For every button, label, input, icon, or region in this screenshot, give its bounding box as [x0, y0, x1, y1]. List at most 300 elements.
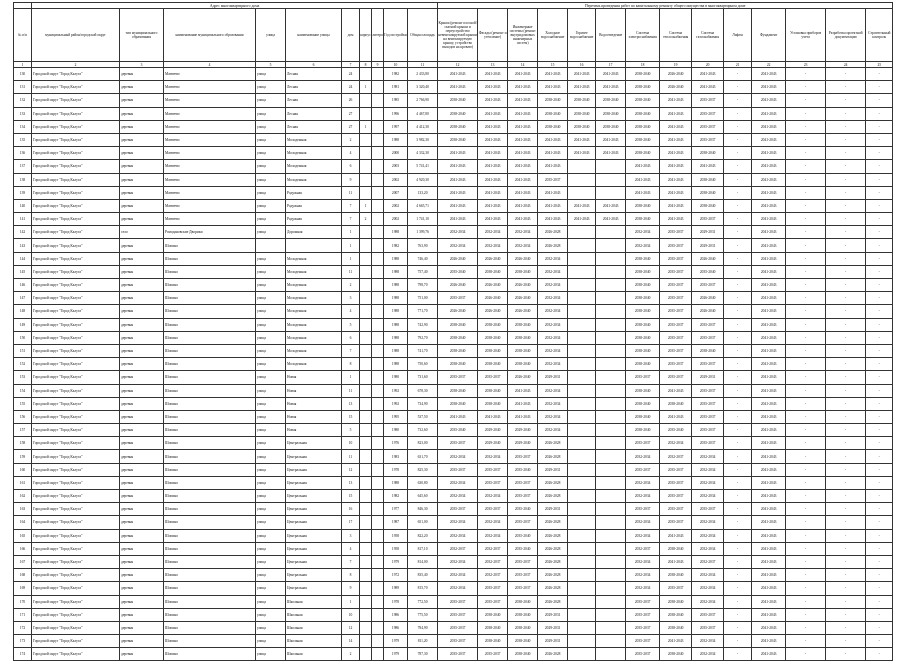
table-cell: 2038-2040 — [626, 279, 660, 292]
table-cell: 2038-2040 — [626, 305, 660, 318]
column-header: Лифты — [724, 9, 752, 62]
table-cell: 4 412,30 — [408, 120, 438, 133]
table-cell: 2035-2037 — [692, 358, 724, 371]
table-cell: 2026-2040 — [478, 252, 508, 265]
table-cell: 2 — [342, 648, 360, 661]
table-cell: 2041-2043 — [752, 120, 786, 133]
table-cell: 2038-2040 — [626, 252, 660, 265]
table-cell — [596, 490, 626, 503]
table-cell: 141 — [14, 213, 32, 226]
table-cell: - — [826, 516, 866, 529]
table-cell: - — [866, 476, 893, 489]
table-cell: 2038-2040 — [508, 344, 538, 357]
table-cell: 4 — [342, 305, 360, 318]
table-cell: 734,90 — [408, 397, 438, 410]
table-cell — [360, 476, 372, 489]
table-cell: Матвеево — [164, 186, 256, 199]
table-cell: 2041-2043 — [752, 331, 786, 344]
table-cell: 2041-2043 — [752, 555, 786, 568]
table-cell: 2035-2037 — [438, 292, 478, 305]
table-cell — [372, 133, 384, 146]
table-cell: 2029-2031 — [538, 608, 568, 621]
table-cell: 2035-2037 — [438, 503, 478, 516]
table-cell: 3 320,40 — [408, 81, 438, 94]
table-cell: 171 — [14, 608, 32, 621]
table-cell: 2038-2040 — [692, 173, 724, 186]
table-cell: Городской округ "Город Калуга" — [32, 213, 120, 226]
table-cell: Городской округ "Город Калуга" — [32, 94, 120, 107]
table-cell: деревня — [120, 371, 164, 384]
table-cell: улица — [256, 81, 286, 94]
table-cell — [372, 463, 384, 476]
column-header: Холодное водоснабжение — [538, 9, 568, 62]
table-cell: 2041-2043 — [478, 107, 508, 120]
table-cell — [360, 621, 372, 634]
table-cell: Молодежная — [286, 133, 342, 146]
table-cell: Центральная — [286, 490, 342, 503]
table-cell: 4 920,30 — [408, 173, 438, 186]
table-cell: улица — [256, 173, 286, 186]
table-cell: - — [826, 476, 866, 489]
table-cell — [372, 490, 384, 503]
table-cell: 2041-2043 — [508, 133, 538, 146]
table-cell: 2032-2037 — [660, 450, 692, 463]
table-cell: 2032-2034 — [692, 542, 724, 555]
table-cell: 757,40 — [408, 265, 438, 278]
column-number: 8 — [360, 62, 372, 68]
table-cell: Шопино — [164, 252, 256, 265]
table-cell: - — [866, 608, 893, 621]
table-cell: 1988 — [384, 358, 408, 371]
table-cell: улица — [256, 358, 286, 371]
table-cell: - — [826, 397, 866, 410]
table-cell: 2041-2043 — [508, 147, 538, 160]
table-cell: - — [826, 292, 866, 305]
table-cell: 2002 — [384, 199, 408, 212]
table-cell: - — [826, 173, 866, 186]
table-cell: - — [866, 305, 893, 318]
table-cell: - — [724, 213, 752, 226]
table-cell: 2041-2043 — [660, 186, 692, 199]
table-cell: 2041-2043 — [508, 94, 538, 107]
table-cell: 1958 — [384, 529, 408, 542]
table-cell: - — [866, 292, 893, 305]
table-row — [14, 371, 893, 384]
table-cell: 14 — [342, 635, 360, 648]
table-cell — [596, 463, 626, 476]
table-cell: - — [786, 120, 826, 133]
table-cell: 2026-2040 — [508, 252, 538, 265]
table-cell: 2041-2043 — [660, 384, 692, 397]
table-cell: - — [786, 279, 826, 292]
table-cell: 835,40 — [408, 569, 438, 582]
table-cell: 2041-2043 — [538, 133, 568, 146]
table-cell: - — [826, 490, 866, 503]
table-cell: 2038-2040 — [438, 107, 478, 120]
table-cell — [372, 569, 384, 582]
table-cell: 2041-2043 — [752, 199, 786, 212]
table-cell: 2041-2043 — [660, 94, 692, 107]
table-cell: 742,90 — [408, 318, 438, 331]
table-cell: - — [786, 318, 826, 331]
table-cell: 2035-2037 — [692, 213, 724, 226]
table-cell: 2 766,90 — [408, 94, 438, 107]
table-cell: улица — [256, 344, 286, 357]
table-cell: 2038-2040 — [478, 621, 508, 634]
table-cell: - — [866, 120, 893, 133]
table-cell: 2032-2034 — [692, 648, 724, 661]
table-cell: Школьная — [286, 635, 342, 648]
table-cell: 2000 — [384, 147, 408, 160]
table-cell: Шопино — [164, 555, 256, 568]
table-cell: Городской округ "Город Калуга" — [32, 503, 120, 516]
table-cell: 2038-2040 — [596, 94, 626, 107]
table-cell: улица — [256, 384, 286, 397]
table-cell: - — [786, 450, 826, 463]
table-cell: Лесная — [286, 68, 342, 81]
table-cell: улица — [256, 503, 286, 516]
table-cell: 2041-2043 — [626, 160, 660, 173]
table-cell: Шопино — [164, 621, 256, 634]
table-cell: 2035-2037 — [478, 503, 508, 516]
table-cell: 817,10 — [408, 542, 438, 555]
table-cell: 132 — [14, 94, 32, 107]
table-cell — [596, 239, 626, 252]
table-cell: 154 — [14, 384, 32, 397]
table-cell: 2041-2043 — [508, 213, 538, 226]
table-cell — [360, 410, 372, 423]
table-cell: улица — [256, 265, 286, 278]
table-cell: 1988 — [384, 476, 408, 489]
column-number: 7 — [342, 62, 360, 68]
table-cell: 2041-2043 — [752, 397, 786, 410]
column-header: Система газоснабжения — [692, 9, 724, 62]
table-cell: деревня — [120, 199, 164, 212]
table-cell: 2041-2043 — [752, 133, 786, 146]
table-cell: - — [786, 463, 826, 476]
table-cell: 147 — [14, 292, 32, 305]
table-cell: Шопино — [164, 331, 256, 344]
table-cell: улица — [256, 68, 286, 81]
table-cell: 763,90 — [408, 239, 438, 252]
column-number: 10 — [384, 62, 408, 68]
table-cell: 2035-2037 — [660, 503, 692, 516]
table-row — [14, 318, 893, 331]
table-cell: 2038-2040 — [626, 81, 660, 94]
table-row — [14, 476, 893, 489]
table-cell: улица — [256, 595, 286, 608]
column-header: Горячее водоснабжение — [568, 9, 596, 62]
table-cell: 2041-2043 — [752, 490, 786, 503]
table-cell: 2026-2028 — [538, 476, 568, 489]
table-cell: 167 — [14, 555, 32, 568]
table-cell: Новая — [286, 384, 342, 397]
table-cell: Шопино — [164, 503, 256, 516]
table-cell: - — [786, 503, 826, 516]
table-cell — [372, 450, 384, 463]
table-cell: 2032-2034 — [478, 450, 508, 463]
table-cell: - — [826, 595, 866, 608]
table-cell: 8 — [342, 569, 360, 582]
table-cell: Городской округ "Город Калуга" — [32, 635, 120, 648]
table-cell: Шопино — [164, 265, 256, 278]
table-cell: 1992 — [384, 384, 408, 397]
table-cell: - — [866, 265, 893, 278]
table-cell: деревня — [120, 397, 164, 410]
table-cell: Городской округ "Город Калуга" — [32, 331, 120, 344]
table-cell: - — [786, 252, 826, 265]
table-cell: 1988 — [384, 279, 408, 292]
table-cell: - — [866, 555, 893, 568]
column-number: 3 — [120, 62, 164, 68]
table-cell: 815,70 — [408, 582, 438, 595]
table-cell: 2038-2040 — [438, 120, 478, 133]
table-cell: 2035-2037 — [692, 318, 724, 331]
table-cell: 2038-2040 — [660, 608, 692, 621]
table-cell: 142 — [14, 226, 32, 239]
table-cell — [360, 318, 372, 331]
table-cell: 2041-2043 — [752, 582, 786, 595]
table-cell: - — [724, 68, 752, 81]
table-cell — [568, 226, 596, 239]
table-row — [14, 226, 893, 239]
table-cell — [360, 279, 372, 292]
register-sheet — [13, 2, 893, 657]
table-cell: 169 — [14, 582, 32, 595]
table-cell: Школьная — [286, 648, 342, 661]
table-cell: 2035-2040 — [508, 542, 538, 555]
table-cell: 2038-2040 — [692, 344, 724, 357]
table-cell: 2035-2037 — [660, 318, 692, 331]
table-cell: 3 — [342, 529, 360, 542]
table-cell: 2035-2037 — [660, 292, 692, 305]
table-cell — [596, 318, 626, 331]
table-cell: - — [826, 199, 866, 212]
table-cell: деревня — [120, 595, 164, 608]
table-cell: 1996 — [384, 107, 408, 120]
table-cell: 145 — [14, 265, 32, 278]
table-row — [14, 503, 893, 516]
group-address: Адрес многоквартирного дома — [32, 3, 438, 9]
table-cell: 1989 — [384, 582, 408, 595]
table-cell: 2035-2037 — [660, 476, 692, 489]
table-cell: деревня — [120, 648, 164, 661]
table-cell: Школьная — [286, 595, 342, 608]
table-cell: Городской округ "Город Калуга" — [32, 437, 120, 450]
table-cell: Центральная — [286, 503, 342, 516]
table-cell: - — [786, 424, 826, 437]
table-cell: Городской округ "Город Калуга" — [32, 569, 120, 582]
table-cell: - — [786, 635, 826, 648]
table-cell — [568, 635, 596, 648]
table-cell — [360, 358, 372, 371]
table-cell: 2032-2034 — [478, 529, 508, 542]
table-cell: 2029-2031 — [538, 463, 568, 476]
table-cell: 2026-2028 — [538, 555, 568, 568]
table-cell: Центральная — [286, 555, 342, 568]
table-cell: - — [724, 358, 752, 371]
column-number: 14 — [508, 62, 538, 68]
table-cell: 2032-2034 — [438, 529, 478, 542]
table-cell: Городской округ "Город Калуга" — [32, 199, 120, 212]
table-cell: улица — [256, 252, 286, 265]
table-cell: 2041-2043 — [438, 173, 478, 186]
table-cell — [596, 555, 626, 568]
table-cell: 2026-2028 — [538, 239, 568, 252]
table-cell: 2041-2043 — [508, 160, 538, 173]
table-cell: - — [724, 542, 752, 555]
table-cell: 2041-2043 — [752, 410, 786, 423]
table-cell: - — [826, 621, 866, 634]
table-cell — [596, 331, 626, 344]
table-cell: Городской округ "Город Калуга" — [32, 358, 120, 371]
table-cell: 2026-2040 — [660, 68, 692, 81]
table-cell: - — [786, 410, 826, 423]
table-cell — [568, 582, 596, 595]
table-cell: 2032-2034 — [692, 529, 724, 542]
table-cell: 2035-2037 — [626, 371, 660, 384]
table-cell: Шопино — [164, 608, 256, 621]
table-cell: 1 — [342, 226, 360, 239]
table-cell: - — [786, 292, 826, 305]
table-cell: 2041-2043 — [752, 107, 786, 120]
table-cell — [372, 279, 384, 292]
table-cell — [568, 239, 596, 252]
table-cell: 2026-2028 — [538, 542, 568, 555]
table-cell: Шопино — [164, 384, 256, 397]
table-cell: Дорожная — [286, 226, 342, 239]
table-cell: 2041-2043 — [660, 410, 692, 423]
table-cell: 2026-2028 — [538, 582, 568, 595]
table-cell: 2032-2034 — [508, 226, 538, 239]
table-cell: - — [724, 147, 752, 160]
column-header: наименование муниципального образования — [164, 9, 256, 62]
table-cell: 2041-2043 — [752, 608, 786, 621]
table-cell: 2035-2037 — [660, 305, 692, 318]
table-cell: 2038-2040 — [538, 120, 568, 133]
table-cell: деревня — [120, 81, 164, 94]
table-row — [14, 529, 893, 542]
table-cell: 6 — [342, 160, 360, 173]
table-cell — [372, 173, 384, 186]
table-cell: 537,50 — [408, 410, 438, 423]
table-cell: - — [786, 81, 826, 94]
table-cell: Городской округ "Город Калуга" — [32, 424, 120, 437]
table-cell: - — [826, 252, 866, 265]
table-cell: Шопино — [164, 371, 256, 384]
table-cell: 2035-2037 — [692, 397, 724, 410]
table-cell: - — [866, 569, 893, 582]
table-cell: 1 — [342, 239, 360, 252]
table-cell: 631,70 — [408, 450, 438, 463]
table-cell — [568, 160, 596, 173]
table-cell: 2038-2040 — [508, 595, 538, 608]
table-cell: 2041-2043 — [660, 555, 692, 568]
table-cell: 2038-2040 — [508, 648, 538, 661]
table-cell: - — [826, 265, 866, 278]
table-cell: деревня — [120, 476, 164, 489]
table-cell: 2035-2037 — [692, 331, 724, 344]
table-row — [14, 582, 893, 595]
table-cell: 2032-2034 — [438, 226, 478, 239]
table-cell: деревня — [120, 450, 164, 463]
table-cell: 27 — [342, 120, 360, 133]
table-cell: Городской округ "Город Калуга" — [32, 226, 120, 239]
table-cell: 2041-2043 — [596, 147, 626, 160]
table-cell: 1985 — [384, 94, 408, 107]
table-cell: 2038-2040 — [660, 569, 692, 582]
table-cell: 2038-2040 — [626, 358, 660, 371]
table-cell: 2038-2040 — [626, 133, 660, 146]
table-cell — [568, 173, 596, 186]
table-cell: 2 — [342, 133, 360, 146]
table-cell: 159 — [14, 450, 32, 463]
table-cell: 1979 — [384, 555, 408, 568]
table-cell: 2041-2043 — [752, 252, 786, 265]
table-row — [14, 173, 893, 186]
table-cell: - — [866, 239, 893, 252]
table-cell: - — [826, 81, 866, 94]
table-row — [14, 595, 893, 608]
table-cell — [596, 186, 626, 199]
table-cell: - — [724, 239, 752, 252]
table-cell — [596, 437, 626, 450]
table-cell — [568, 331, 596, 344]
table-cell: Городской округ "Город Калуга" — [32, 463, 120, 476]
table-row — [14, 384, 893, 397]
table-cell: 2035-2037 — [478, 463, 508, 476]
table-cell — [568, 371, 596, 384]
table-cell: 2038-2040 — [478, 384, 508, 397]
table-cell: 162 — [14, 490, 32, 503]
table-cell: - — [724, 173, 752, 186]
table-cell: 2035-2037 — [478, 582, 508, 595]
table-cell: 2032-2034 — [692, 582, 724, 595]
table-cell: - — [786, 344, 826, 357]
table-cell: - — [826, 133, 866, 146]
table-cell: 2041-2043 — [438, 199, 478, 212]
table-cell: Молодежная — [286, 358, 342, 371]
table-cell: 2035-2037 — [692, 608, 724, 621]
table-cell: 2041-2043 — [568, 68, 596, 81]
table-row — [14, 331, 893, 344]
table-cell: 2035-2037 — [438, 595, 478, 608]
table-cell — [360, 252, 372, 265]
table-cell: - — [724, 107, 752, 120]
table-cell: 2041-2043 — [752, 147, 786, 160]
table-cell — [372, 120, 384, 133]
table-cell: 2035-2037 — [508, 476, 538, 489]
table-cell: 1988 — [384, 292, 408, 305]
table-cell: 5 741,41 — [408, 160, 438, 173]
table-cell: 2038-2040 — [626, 344, 660, 357]
table-cell: 2041-2043 — [660, 120, 692, 133]
table-cell: 2035-2037 — [626, 437, 660, 450]
table-cell: - — [826, 305, 866, 318]
table-cell: деревня — [120, 133, 164, 146]
table-cell: 2032-2034 — [692, 516, 724, 529]
table-cell: 1988 — [384, 331, 408, 344]
table-cell: 750,60 — [408, 358, 438, 371]
table-header — [14, 3, 893, 68]
table-cell: улица — [256, 463, 286, 476]
table-cell: 2032-2034 — [692, 595, 724, 608]
table-cell: 2041-2043 — [752, 437, 786, 450]
table-cell: 2026-2040 — [478, 279, 508, 292]
table-cell: деревня — [120, 107, 164, 120]
table-cell: улица — [256, 199, 286, 212]
column-number: 20 — [692, 62, 724, 68]
